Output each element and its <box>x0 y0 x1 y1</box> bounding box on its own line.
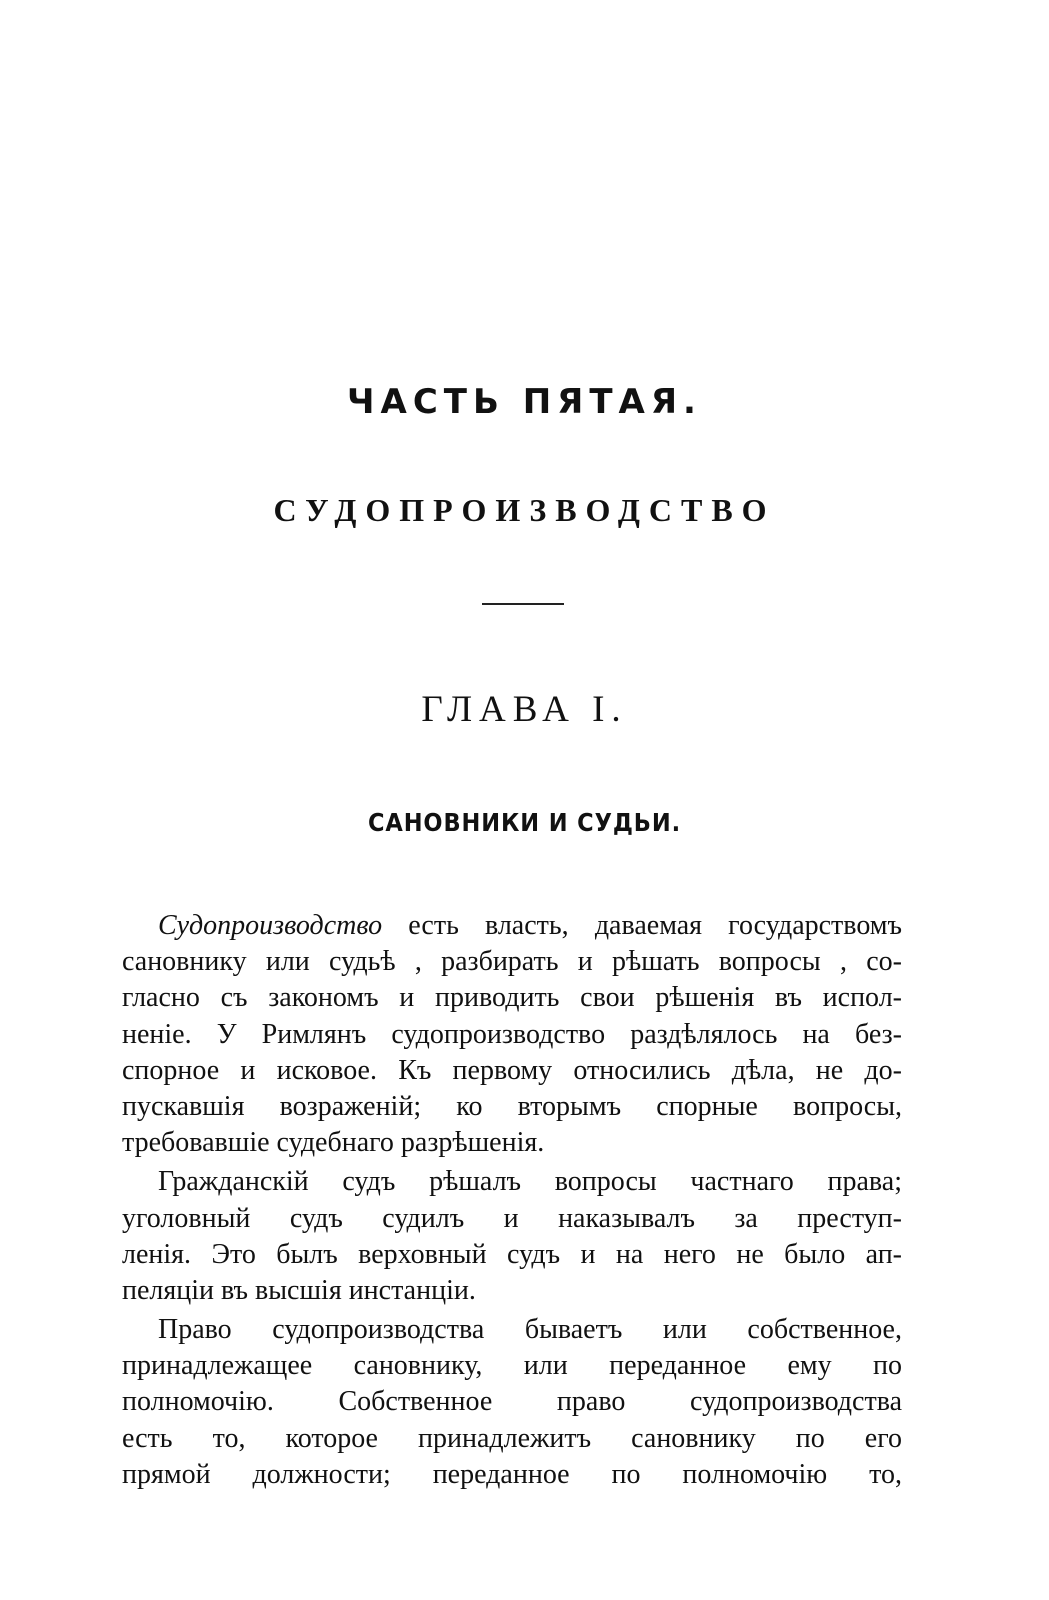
text-line: сановнику или судьѣ , разбирать и рѣшать вопросы , со- <box>122 946 902 978</box>
text-line: гласно съ закономъ и приводить свои рѣшенія въ испол- <box>122 982 902 1014</box>
text-line: ленія. Это былъ верховный судъ и на него не было ап- <box>122 1238 902 1270</box>
text-line <box>122 908 902 944</box>
part-title: ЧАСТЬ ПЯТАЯ. <box>347 382 702 422</box>
text-line: уголовный судъ судилъ и наказывалъ за преступ- <box>122 1202 902 1234</box>
text-line: спорное и исковое. Къ первому относились дѣла, не до- <box>122 1054 902 1086</box>
body-text <box>122 908 902 1496</box>
paragraph-1 <box>122 908 902 1161</box>
text-line: есть то, которое принадлежитъ сановнику по его <box>122 1422 902 1454</box>
text-line: полномочію. Собственное право судопроизводства <box>122 1386 902 1418</box>
text-line: Право судопроизводства бываетъ или собственное, <box>158 1314 902 1346</box>
text-line: Гражданскій судъ рѣшалъ вопросы частнаго права; <box>158 1166 902 1198</box>
text-line: прямой должности; переданное по полномочію то, <box>122 1458 902 1490</box>
emphasized-term: Судопроизводство <box>158 910 383 941</box>
text-line: пускавшія возраженій; ко вторымъ спорные вопросы, <box>122 1090 902 1122</box>
text-line: принадлежащее сановнику, или переданное ему по <box>122 1350 902 1382</box>
text-line: неніе. У Римлянъ судопроизводство раздѣлялось на без- <box>122 1018 902 1050</box>
divider-rule <box>482 603 564 605</box>
chapter-title: ГЛАВА I. <box>421 689 628 730</box>
paragraph-2 <box>122 1164 902 1309</box>
text-line: требовавшіе судебнаго разрѣшенія. <box>122 1127 545 1159</box>
text-line-rest: есть власть, даваемая государствомъ <box>382 910 902 941</box>
section-title: СУДОПРОИЗВОДСТВО <box>273 492 776 528</box>
chapter-subtitle: САНОВНИКИ И СУДЬИ. <box>367 808 682 837</box>
text-line: пеляціи въ высшія инстанціи. <box>122 1274 476 1306</box>
paragraph-3 <box>122 1312 902 1493</box>
